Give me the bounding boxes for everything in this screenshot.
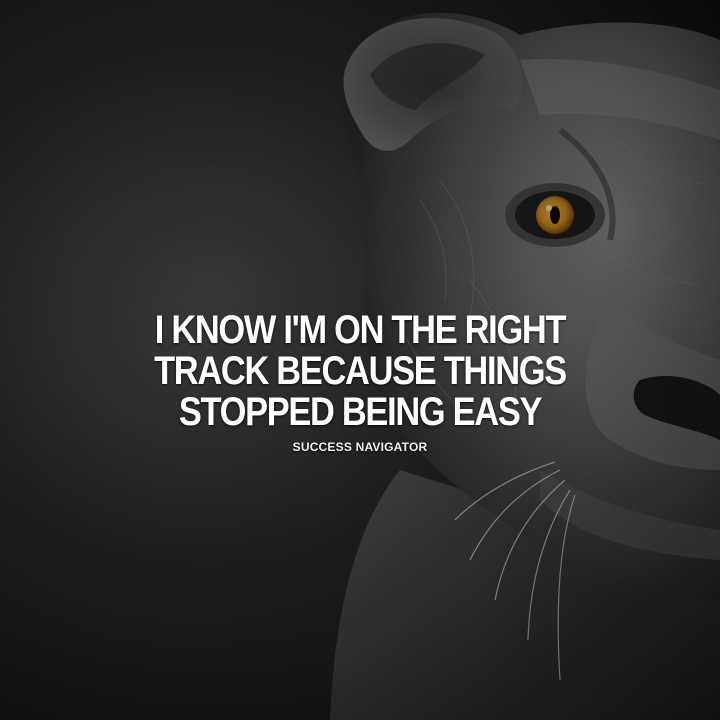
- quote-block: [0, 310, 720, 454]
- quote-line-1: I KNOW I'M ON THE RIGHT: [154, 308, 566, 352]
- quote-line-2: TRACK BECAUSE THINGS: [154, 349, 566, 393]
- quote-line-3: STOPPED BEING EASY: [178, 390, 542, 434]
- brand-signature: SUCCESS NAVIGATOR: [292, 440, 428, 454]
